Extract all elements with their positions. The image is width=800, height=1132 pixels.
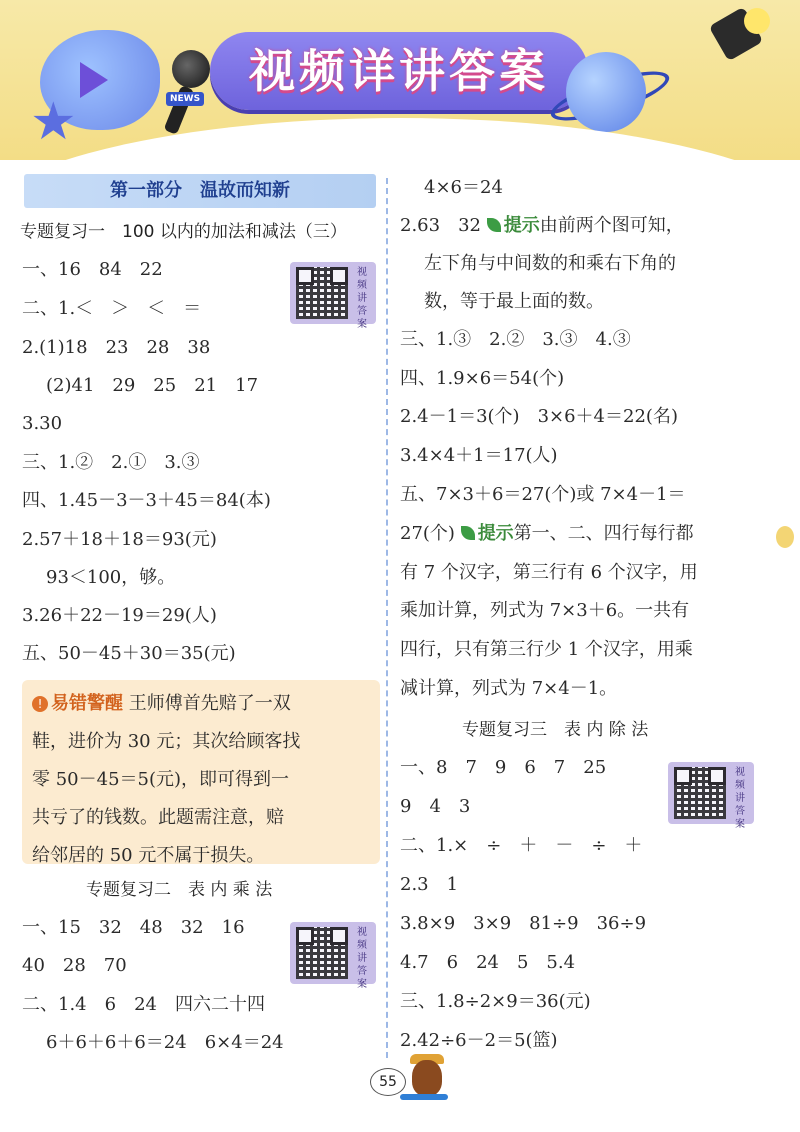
warning-text: 给邻居的 50 元不属于损失。 [32, 845, 265, 866]
answer-line: 四、1.45－3－3＋45＝84(本) [22, 490, 271, 511]
answer-line: 9 4 3 [400, 796, 471, 817]
answer-line: 2.4－1＝3(个) 3×6＋4＝22(名) [400, 406, 678, 427]
answer-line: 40 28 70 [22, 955, 127, 976]
answer-line: 三、1.③ 2.② 3.③ 4.③ [400, 329, 631, 350]
topic-3-title: 专题复习三 表 内 除 法 [462, 720, 649, 740]
warning-icon: ! [32, 696, 48, 712]
warning-text: 鞋，进价为 30 元；其次给顾客找 [32, 731, 301, 752]
warning-label: 易错警醒 [51, 693, 123, 714]
answer-line: 4×6＝24 [424, 177, 503, 198]
answer-line: 3.8×9 3×9 81÷9 36÷9 [400, 913, 647, 934]
answer-line: 93＜100，够。 [46, 567, 176, 588]
answer-line: (2)41 29 25 21 17 [46, 375, 259, 396]
answer-line: 2.(1)18 23 28 38 [22, 337, 211, 358]
spotlight-glow [744, 8, 770, 34]
planet-icon [566, 52, 646, 132]
answer-line: 三、1.② 2.① 3.③ [22, 452, 200, 473]
answer-line: 3.26＋22－19＝29(人) [22, 605, 217, 626]
answer-line: 2.42÷6－2＝5(篮) [400, 1030, 558, 1051]
play-icon [80, 62, 108, 98]
qr-code-2[interactable] [290, 922, 376, 990]
topic-2-title: 专题复习二 表 内 乘 法 [86, 880, 273, 900]
answer-line: 一、8 7 9 6 7 25 [400, 757, 607, 778]
qr-code-1[interactable] [290, 262, 376, 330]
moon-icon [776, 526, 794, 548]
answer-line [400, 522, 694, 546]
answer-line: 一、15 32 48 32 16 [22, 917, 245, 938]
microphone-icon [172, 50, 210, 88]
banner-title: 视频详讲答案 [249, 44, 549, 98]
news-badge: NEWS [166, 92, 204, 106]
qr-label: 视频讲答案 [357, 267, 367, 330]
answer-line: 一、16 84 22 [22, 259, 163, 280]
answer-line: 四、1.9×6＝54(个) [400, 368, 565, 389]
answer-text: 2.63 32 [400, 215, 481, 236]
qr-label: 视频讲答案 [357, 927, 367, 990]
leaf-icon [461, 526, 475, 540]
answer-line: 减计算，列式为 7×4－1。 [400, 678, 618, 699]
answer-text: 27(个) [400, 523, 455, 544]
answer-line: 乘加计算，列式为 7×3＋6。一共有 [400, 600, 690, 621]
answer-line: 二、1.＜ ＞ ＜ ＝ [22, 298, 202, 319]
answer-line: 有 7 个汉字，第三行有 6 个汉字，用 [400, 562, 698, 583]
qr-code-icon [296, 927, 348, 979]
answer-line: 左下角与中间数的和乘右下角的 [424, 253, 676, 274]
answer-line: 三、1.8÷2×9＝36(元) [400, 991, 591, 1012]
section-title: 第一部分 温故而知新 [110, 180, 290, 201]
column-divider [386, 178, 388, 1058]
answer-line: 2.57＋18＋18＝93(元) [22, 529, 217, 550]
answer-line: 数，等于最上面的数。 [424, 291, 604, 312]
answer-line: 3.4×4＋1＝17(人) [400, 445, 558, 466]
answer-line: 五、7×3＋6＝27(个)或 7×4－1＝ [400, 484, 686, 505]
header-banner [0, 0, 800, 160]
qr-code-icon [674, 767, 726, 819]
tip-label: 提示 [461, 523, 514, 544]
star-icon: ★ [30, 92, 77, 152]
answer-line: 二、1.4 6 24 四六二十四 [22, 994, 265, 1015]
qr-label: 视频讲答案 [735, 767, 745, 830]
warning-line [32, 692, 291, 716]
page-number: 55 [370, 1068, 406, 1096]
tip-label: 提示 [487, 215, 540, 236]
mascot-icon [396, 1054, 454, 1106]
warning-text: 零 50－45＝5(元)，即可得到一 [32, 769, 290, 790]
tip-text: 第一、二、四行每行都 [513, 523, 694, 544]
tip-text: 由前两个图可知， [539, 215, 684, 236]
answer-line: 3.30 [22, 413, 63, 434]
warning-text: 王师傅首先赔了一双 [128, 693, 291, 714]
qr-code-3[interactable] [668, 762, 754, 830]
answer-line: 二、1.× ÷ ＋ － ÷ ＋ [400, 835, 643, 856]
answer-line: 四行，只有第三行少 1 个汉字，用乘 [400, 639, 693, 660]
answer-line: 五、50－45＋30＝35(元) [22, 643, 236, 664]
answer-line: 4.7 6 24 5 5.4 [400, 952, 576, 973]
leaf-icon [487, 218, 501, 232]
topic-1-title: 专题复习一 100 以内的加法和减法（三） [20, 222, 347, 242]
warning-text: 共亏了的钱数。此题需注意，赔 [32, 807, 284, 828]
qr-code-icon [296, 267, 348, 319]
answer-line [400, 214, 684, 238]
answer-line: 6＋6＋6＋6＝24 6×4＝24 [46, 1032, 284, 1053]
answer-line: 2.3 1 [400, 874, 459, 895]
